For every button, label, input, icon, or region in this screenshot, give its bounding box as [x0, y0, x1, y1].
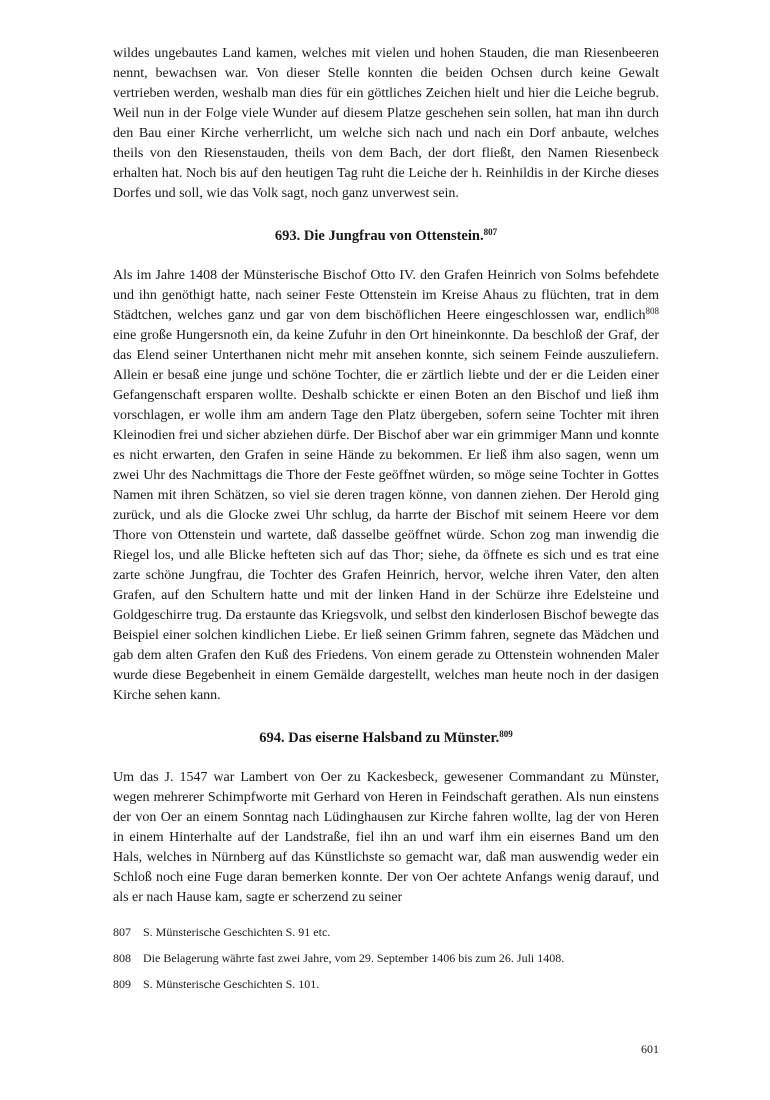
paragraph-693 [113, 266, 659, 706]
heading-text: 693. Die Jungfrau von Ottenstein. [274, 228, 484, 244]
footnote-809 [113, 976, 659, 992]
footnote-number: 808 [113, 951, 131, 965]
heading-text: 694. Das eiserne Halsband zu Münster. [259, 730, 500, 746]
footnote-ref-808: 808 [645, 306, 659, 316]
footnote-ref-809: 809 [499, 729, 513, 739]
footnote-text: S. Münsterische Geschichten S. 101. [143, 977, 320, 991]
section-heading-694 [113, 728, 659, 748]
footnote-807 [113, 924, 659, 940]
section-heading-693 [113, 226, 659, 246]
footnote-number: 807 [113, 925, 131, 939]
footnotes-block [113, 924, 659, 992]
paragraph-text: Als im Jahre 1408 der Münsterische Bischof Otto IV. den Grafen Heinrich von Solms befehdete und ihn genöthigt hatte, nach seiner Feste Ottenstein im Kreise Ahaus zu flüchten, trat in dem Städtchen, welches ganz und gar von dem bischöflichen Heere eingeschlossen war, endlich [113, 268, 659, 323]
paragraph-694: Um das J. 1547 war Lambert von Oer zu Kackesbeck, gewesener Commandant zu Münster, wegen mehrerer Schimpfworte mit Gerhard von Heren in Feindschaft gerathen. Als nun einstens der von Oer an einem Sonntag nach Lüdinghausen zur Kirche fahren wollte, lag der von Heren in einem Hinterhalte auf der Landstraße, fiel ihn an und warf ihm ein eisernes Band um den Hals, welches in Nürnberg auf das Künstlichste so gemacht war, daß man auswendig weder ein Schloß noch eine Fuge daran bemerken konnte. Der von Oer achtete Anfangs wenig darauf, und als er nach Hause kam, sagte er scherzend zu seiner [113, 770, 659, 905]
footnote-text: Die Belagerung währte fast zwei Jahre, vom 29. September 1406 bis zum 26. Juli 1408. [143, 951, 565, 965]
text-column [113, 44, 659, 1002]
page-number: 601 [641, 1042, 659, 1056]
footnote-808 [113, 950, 659, 966]
footnote-number: 809 [113, 977, 131, 991]
footnote-text: S. Münsterische Geschichten S. 91 etc. [143, 925, 331, 939]
footnote-ref-807: 807 [483, 227, 498, 237]
paragraph-text: eine große Hungersnoth ein, da keine Zufuhr in den Ort hineinkonnte. Da beschloß der Graf, der das Elend seiner Unterthanen nicht mehr mit ansehen konnte, sich seinem Feinde auszuliefern. Allein er besaß eine junge und schöne Tochter, die er zärtlich liebte und der er die Leiden einer Gefangenschaft ersparen wollte. Deshalb schickte er einen Boten an den Bischof und ließ ihm vorschlagen, er wolle ihm am andern Tage den Platz übergeben, sofern seine Tochter mit ihren Kleinodien frei und sicher abziehen dürfe. Der Bischof aber war ein grimmiger Mann und konnte es nicht erwarten, den Grafen in seine Hände zu bekommen. Er ließ ihm also sagen, wenn um zwei Uhr des Nachmittags die Thore der Feste geöffnet würden, so möge seine Tochter in Gottes Namen mit ihren Schätzen, so viel sie deren tragen könne, von dannen ziehen. Der Herold ging zurück, und als die Glocke zwei Uhr schlug, da harrte der Bischof mit seinem Heere vor dem Thore von Ottenstein und wartete, daß dasselbe geöffnet würde. Schon zog man inwendig die Riegel los, und alle Blicke hefteten sich auf das Thor; siehe, da öffnete es sich und es trat eine zarte schöne Jungfrau, die Tochter des Grafen Heinrich, hervor, welche ihren Vater, den alten Grafen, auf den Schultern hatte und mit der linken Hand in der Schürze ihre Edelsteine und Goldgeschirre trug. Da erstaunte das Kriegsvolk, und selbst den kinderlosen Bischof bewegte das Beispiel einer solchen kindlichen Liebe. Er ließ seinen Grimm fahren, segnete das Mädchen und gab dem alten Grafen den Kuß des Friedens. Von einem gerade zu Ottenstein wohnenden Maler wurde diese Begebenheit in einem Gemälde dargestellt, welches man heute noch in der dasigen Kirche sehen kann. [113, 328, 659, 703]
paragraph-continuation: wildes ungebautes Land kamen, welches mit vielen und hohen Stauden, die man Riesenbeeren nennt, bewachsen war. Von dieser Stelle konnten die beiden Ochsen durch keine Gewalt vertrieben werden, weshalb man dies für ein göttliches Zeichen hielt und hier die Leiche begrub. Weil nun in der Folge viele Wunder auf diesem Platze geschehen sein sollen, hat man ihn durch den Bau einer Kirche verherrlicht, um welche sich nach und nach ein Dorf anbaute, welches theils von den Riesenstauden, theils von dem Bach, der dort fließt, den Namen Riesenbeck erhalten hat. Noch bis auf den heutigen Tag ruht die Leiche der h. Reinhildis in der Kirche dieses Dorfes und soll, wie das Volk sagt, noch ganz unverwest sein. [113, 46, 659, 201]
